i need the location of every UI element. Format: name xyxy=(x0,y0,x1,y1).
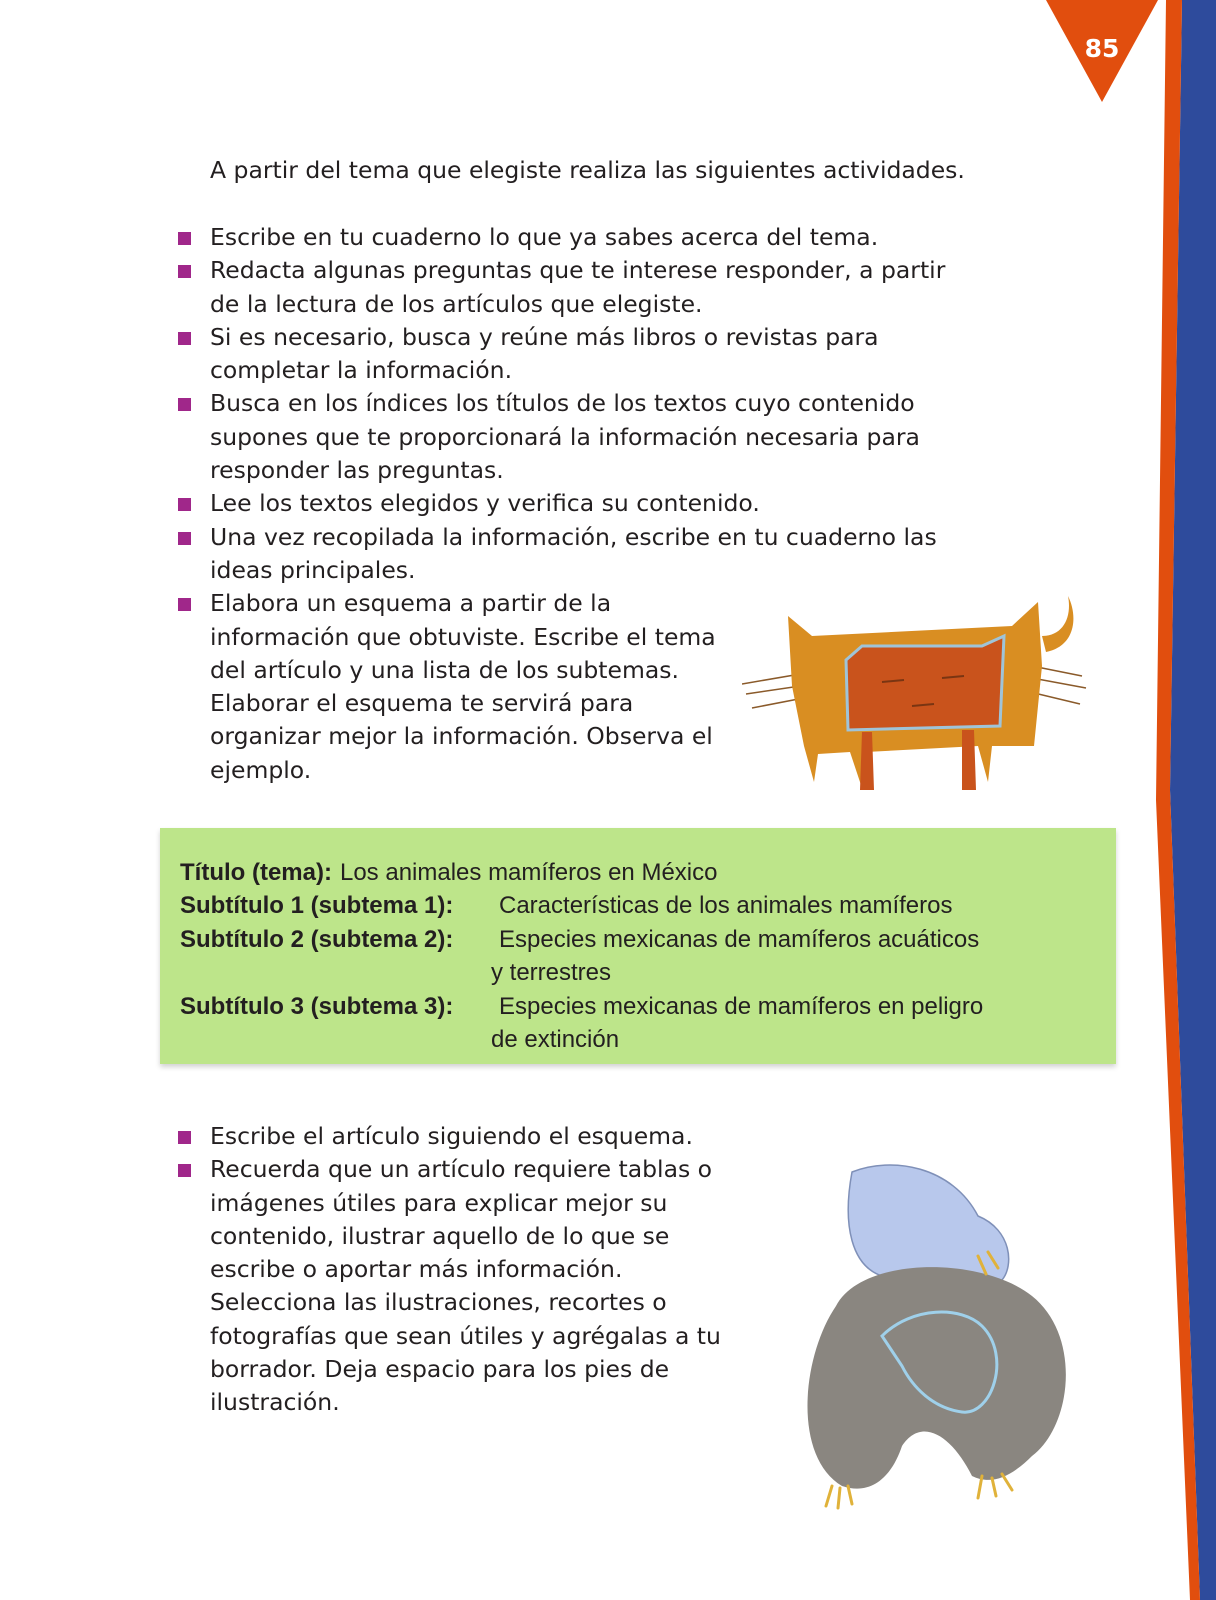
list-item-text: Redacta algunas preguntas que te interese responder, a partir de la lectura de los artículos que elegiste. xyxy=(210,256,946,318)
list-item-text: Si es necesario, busca y reúne más libros o revistas para completar la información. xyxy=(210,322,879,385)
bullet-square-icon xyxy=(178,332,191,345)
scheme-row-subtitle-3-cont xyxy=(180,1023,1100,1056)
scheme-sub2-value: Especies mexicanas de mamíferos acuáticos xyxy=(499,925,980,953)
list-item-text: Una vez recopilada la información, escribe en tu cuaderno las ideas principales. xyxy=(210,522,937,584)
list-item-text: Lee los textos elegidos y verifica su contenido. xyxy=(210,489,760,518)
list-item xyxy=(177,1153,737,1419)
list-item xyxy=(177,587,750,787)
intro-text: A partir del tema que elegiste realiza las siguientes actividades. xyxy=(210,156,965,184)
list-item xyxy=(177,1120,737,1153)
cat-illustration xyxy=(742,596,1102,796)
list-item-text: Escribe el artículo siguiendo el esquema. xyxy=(210,1122,693,1150)
writing-list xyxy=(177,1120,737,1420)
scheme-row-subtitle-1 xyxy=(180,889,1100,922)
bullet-square-icon xyxy=(178,1131,191,1144)
scheme-sub2-value-cont: y terrestres xyxy=(491,959,612,987)
list-item xyxy=(177,321,900,388)
scheme-sub2-label: Subtítulo 2 (subtema 2): xyxy=(180,925,454,953)
bullet-square-icon xyxy=(178,498,191,511)
scheme-sub3-value: Especies mexicanas de mamíferos en peligro xyxy=(499,992,984,1020)
armadillo-illustration xyxy=(782,1156,1082,1536)
list-item xyxy=(177,487,967,520)
page-number: 85 xyxy=(1084,34,1120,63)
bullet-square-icon xyxy=(178,398,191,411)
list-item-text: Escribe en tu cuaderno lo que ya sabes acerca del tema. xyxy=(210,223,879,251)
bullet-square-icon xyxy=(178,532,191,545)
list-item-text: Elabora un esquema a partir de la información que obtuviste. Escribe el tema del artículo y una lista de los subtemas. Elaborar el esquema te servirá para organizar mejor la información. Observa el ejemplo. xyxy=(210,589,716,784)
list-item xyxy=(177,387,950,487)
list-item-text: Recuerda que un artículo requiere tablas o imágenes útiles para explicar mejor su contenido, ilustrar aquello de lo que se escribe o aportar más información. Selecciona las ilustraciones, recortes o fotografías que sean útiles y agrégalas a tu borrador. Deja espacio para los pies de ilustración. xyxy=(210,1155,721,1417)
scheme-row-subtitle-2 xyxy=(180,923,1100,956)
list-item xyxy=(177,521,970,588)
scheme-row-title xyxy=(180,856,1100,889)
scheme-sub1-label: Subtítulo 1 (subtema 1): xyxy=(180,892,454,920)
scheme-row-subtitle-2-cont xyxy=(180,956,1100,989)
list-item xyxy=(177,254,967,321)
scheme-row-subtitle-3 xyxy=(180,990,1100,1023)
bullet-square-icon xyxy=(178,232,191,245)
scheme-sub3-label: Subtítulo 3 (subtema 3): xyxy=(180,992,454,1020)
list-item-text: Busca en los índices los títulos de los textos cuyo contenido supones que te proporcionará la información necesaria para responder las preguntas. xyxy=(210,389,920,485)
scheme-example-box xyxy=(160,828,1116,1064)
scheme-sub3-value-cont: de extinción xyxy=(491,1026,620,1054)
bullet-square-icon xyxy=(178,598,191,611)
scheme-title-label: Título (tema): xyxy=(180,859,332,886)
list-item xyxy=(177,221,967,254)
bullet-square-icon xyxy=(178,265,191,278)
scheme-title-value: Los animales mamíferos en México xyxy=(339,859,718,886)
bullet-square-icon xyxy=(178,1164,191,1177)
scheme-sub1-value: Características de los animales mamíferos xyxy=(499,892,953,920)
